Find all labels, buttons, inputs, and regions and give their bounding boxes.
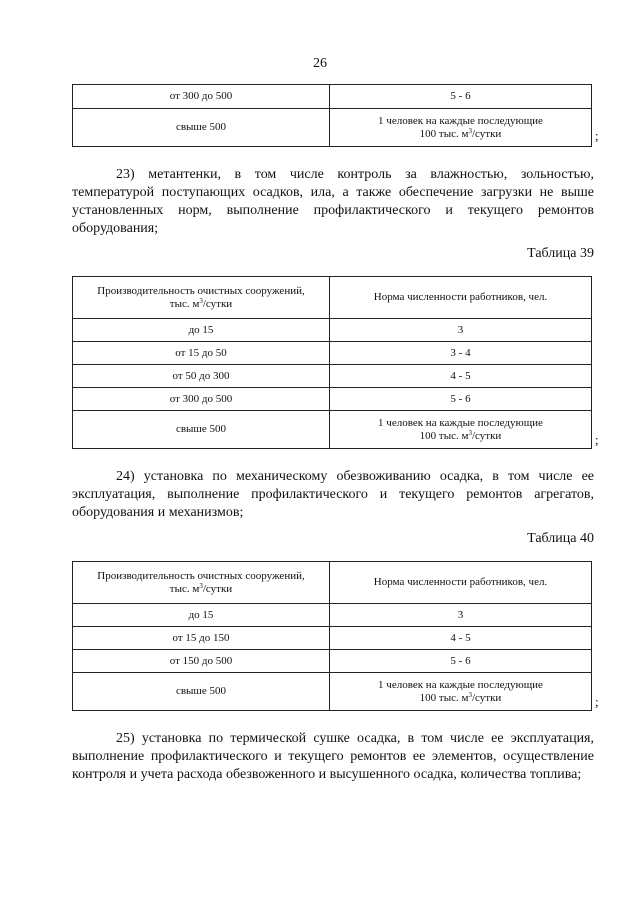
paragraph-24-text: 24) установка по механическому обезвоживанию осадка, в том числе ее эксплуатация, выполнение профилактического и текущего ремонтов агрегатов, оборудования и механизмов; [72, 469, 594, 520]
table-continued [72, 84, 592, 147]
paragraph-23 [72, 166, 594, 238]
range-cell: до 15 [73, 319, 330, 342]
unit-day: /сутки [202, 297, 233, 310]
range-cell: свыше 500 [73, 673, 330, 711]
table-40-trailing-semicolon: ; [595, 694, 599, 709]
header-capacity-line-1: Производительность очистных сооружений, [97, 284, 305, 297]
norm-line-1: 1 человек на каждые последующие [378, 416, 543, 429]
header-capacity [73, 562, 330, 604]
table-row [73, 627, 592, 650]
paragraph-23-text: 23) метантенки, в том числе контроль за влажностью, зольностью, температурой поступающих осадков, ила, а также обеспечение загрузки не выше установленных норм, выполнение профилактического и текущего ремонтов оборудования; [72, 167, 594, 236]
header-capacity-line-2: тыс. м [169, 582, 200, 595]
range-cell: свыше 500 [73, 109, 330, 147]
table-trailing-semicolon: ; [595, 128, 599, 143]
unit-day: /сутки [471, 691, 502, 704]
table-header-row [73, 277, 592, 319]
range-cell: до 15 [73, 604, 330, 627]
table-39-trailing-semicolon: ; [595, 432, 599, 447]
paragraph-24 [72, 468, 594, 522]
range-cell: от 15 до 150 [73, 627, 330, 650]
norm-cell [330, 109, 592, 147]
norm-line-1: 1 человек на каждые последующие [378, 678, 543, 691]
norm-cell: 3 - 4 [330, 342, 592, 365]
paragraph-25-text: 25) установка по термической сушке осадка, в том числе ее эксплуатация, выполнение профилактического и текущего ремонтов ее элементов, осуществление контроля и учета расхода обезвоженного и высушенного осадка, количества топлива; [72, 731, 594, 782]
table-40-caption: Таблица 40 [527, 531, 594, 546]
table-39-caption: Таблица 39 [527, 246, 594, 261]
norm-cell [330, 673, 592, 711]
table-row [73, 85, 592, 109]
range-cell: от 50 до 300 [73, 365, 330, 388]
table-row [73, 365, 592, 388]
norm-cell: 4 - 5 [330, 365, 592, 388]
range-cell: от 300 до 500 [73, 85, 330, 109]
table-row [73, 109, 592, 147]
range-cell: от 300 до 500 [73, 388, 330, 411]
norm-cell: 5 - 6 [330, 85, 592, 109]
range-cell: от 150 до 500 [73, 650, 330, 673]
page-number: 26 [313, 56, 327, 71]
norm-cell: 3 [330, 604, 592, 627]
paragraph-25 [72, 730, 594, 784]
norm-line-2: 100 тыс. м [419, 691, 469, 704]
header-norm: Норма численности работников, чел. [330, 562, 592, 604]
norm-cell: 5 - 6 [330, 650, 592, 673]
table-39 [72, 276, 592, 449]
unit-day: /сутки [471, 429, 502, 442]
table-row [73, 673, 592, 711]
table-row [73, 388, 592, 411]
range-cell: свыше 500 [73, 411, 330, 449]
table-row [73, 319, 592, 342]
norm-cell: 5 - 6 [330, 388, 592, 411]
table-header-row [73, 562, 592, 604]
table-row [73, 411, 592, 449]
unit-superscript: 3 [199, 296, 203, 305]
unit-day: /сутки [471, 127, 502, 140]
table-row [73, 604, 592, 627]
header-capacity-line-2: тыс. м [169, 297, 200, 310]
header-norm: Норма численности работников, чел. [330, 277, 592, 319]
table-40 [72, 561, 592, 711]
table-row [73, 650, 592, 673]
norm-cell: 4 - 5 [330, 627, 592, 650]
norm-cell: 3 [330, 319, 592, 342]
range-cell: от 15 до 50 [73, 342, 330, 365]
header-capacity-line-1: Производительность очистных сооружений, [97, 569, 305, 582]
unit-superscript: 3 [468, 126, 472, 135]
norm-cell [330, 411, 592, 449]
unit-superscript: 3 [468, 690, 472, 699]
unit-superscript: 3 [199, 581, 203, 590]
norm-line-1: 1 человек на каждые последующие [378, 114, 543, 127]
table-row [73, 342, 592, 365]
unit-day: /сутки [202, 582, 233, 595]
unit-superscript: 3 [468, 428, 472, 437]
norm-line-2: 100 тыс. м [419, 429, 469, 442]
header-capacity [73, 277, 330, 319]
norm-line-2: 100 тыс. м [419, 127, 469, 140]
